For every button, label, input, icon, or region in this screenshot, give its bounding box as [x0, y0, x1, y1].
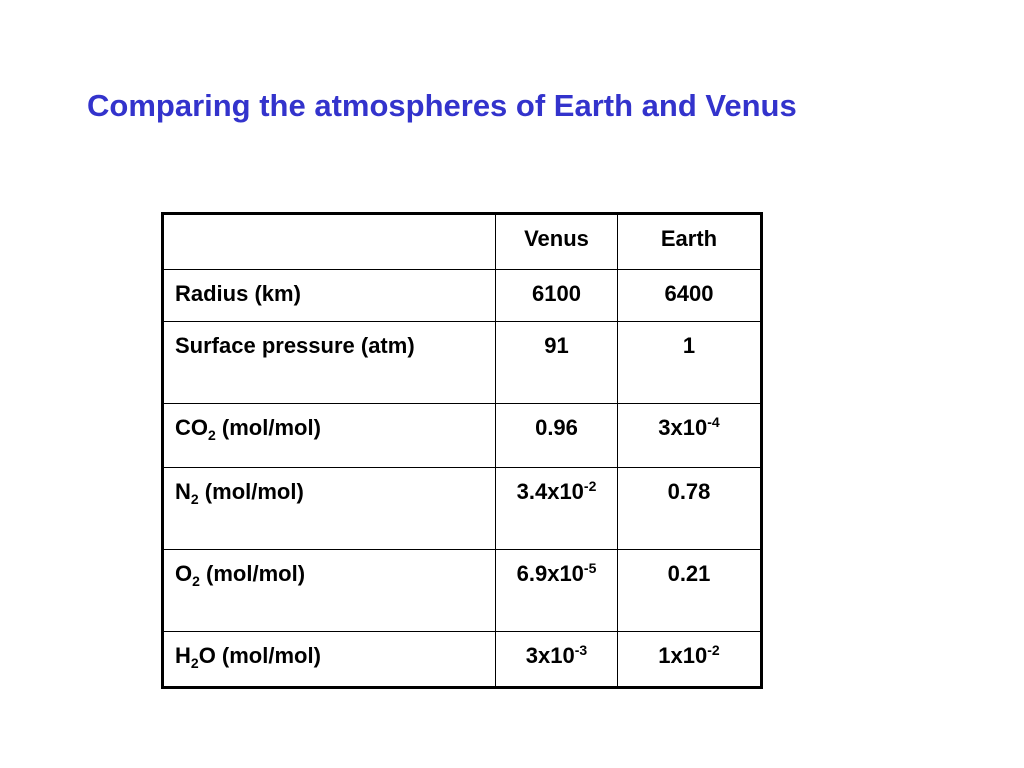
value-base: 1x10	[658, 643, 708, 668]
table-row-radius	[163, 270, 762, 322]
venus-value: 91	[496, 322, 618, 404]
label-rest: (mol/mol)	[199, 561, 306, 586]
table-row-co2	[163, 404, 762, 468]
label-base: CO	[175, 415, 208, 440]
header-empty-cell	[163, 214, 496, 270]
venus-value: 6100	[496, 270, 618, 322]
table-row-h2o	[163, 632, 762, 688]
earth-value: 1	[618, 322, 762, 404]
value-exponent: -4	[707, 414, 720, 430]
venus-value	[496, 550, 618, 632]
venus-value: 0.96	[496, 404, 618, 468]
row-label: Radius (km)	[163, 270, 496, 322]
label-rest: (mol/mol)	[215, 415, 321, 440]
header-earth: Earth	[618, 214, 762, 270]
venus-value	[496, 468, 618, 550]
row-label	[163, 550, 496, 632]
earth-value	[618, 404, 762, 468]
row-label	[163, 632, 496, 688]
label-subscript: 2	[192, 573, 200, 589]
value-exponent: -2	[583, 478, 597, 494]
header-venus: Venus	[496, 214, 618, 270]
label-rest: (mol/mol)	[198, 479, 304, 504]
earth-value: 0.21	[618, 550, 762, 632]
table-row-o2	[163, 550, 762, 632]
label-subscript: 2	[190, 655, 199, 671]
value-exponent: -5	[583, 560, 597, 576]
value-base: 3x10	[658, 415, 708, 440]
label-subscript: 2	[208, 427, 216, 443]
label-rest: O (mol/mol)	[198, 643, 321, 668]
earth-value: 6400	[618, 270, 762, 322]
value-exponent: -2	[707, 642, 720, 658]
value-base: 3x10	[525, 643, 575, 668]
slide-title: Comparing the atmospheres of Earth and Venus	[87, 88, 797, 123]
label-base: O	[175, 561, 193, 586]
earth-value: 0.78	[618, 468, 762, 550]
row-label	[163, 468, 496, 550]
label-base: N	[175, 479, 191, 504]
row-label: Surface pressure (atm)	[163, 322, 496, 404]
comparison-table	[161, 212, 763, 689]
table-row-n2	[163, 468, 762, 550]
earth-value	[618, 632, 762, 688]
label-base: H	[175, 643, 191, 668]
table-header-row	[163, 214, 762, 270]
value-exponent: -3	[574, 642, 588, 658]
row-label	[163, 404, 496, 468]
label-subscript: 2	[190, 491, 199, 507]
venus-value	[496, 632, 618, 688]
value-base: 6.9x10	[516, 561, 584, 586]
table-row-pressure	[163, 322, 762, 404]
value-base: 3.4x10	[516, 479, 584, 504]
